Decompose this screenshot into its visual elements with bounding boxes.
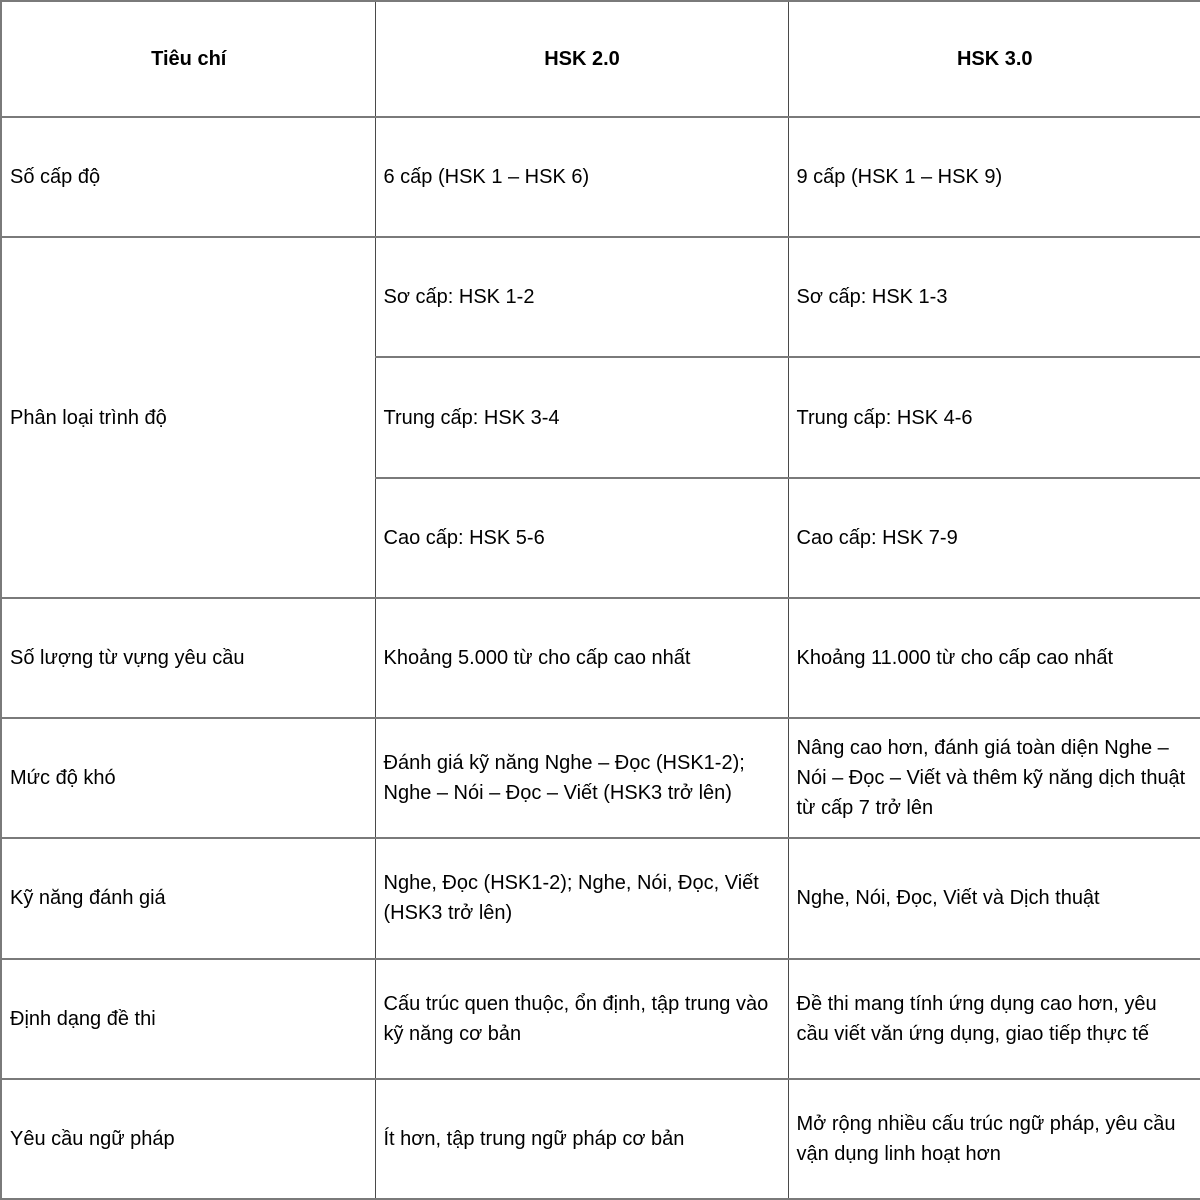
table-row-difficulty [1, 718, 1200, 838]
hsk3-cell: Sơ cấp: HSK 1-3 [788, 237, 1200, 357]
hsk2-cell: Đánh giá kỹ năng Nghe – Đọc (HSK1-2); Nghe – Nói – Đọc – Viết (HSK3 trở lên) [375, 718, 788, 838]
hsk2-cell: Nghe, Đọc (HSK1-2); Nghe, Nói, Đọc, Viết (HSK3 trở lên) [375, 838, 788, 958]
table-row-classification [1, 237, 1200, 357]
table-row-grammar [1, 1079, 1200, 1199]
hsk2-cell: Khoảng 5.000 từ cho cấp cao nhất [375, 598, 788, 718]
hsk3-cell: Nâng cao hơn, đánh giá toàn diện Nghe – Nói – Đọc – Viết và thêm kỹ năng dịch thuật từ cấp 7 trở lên [788, 718, 1200, 838]
criterion-cell: Phân loại trình độ [1, 237, 375, 598]
table-row-format [1, 959, 1200, 1079]
criterion-cell: Kỹ năng đánh giá [1, 838, 375, 958]
hsk2-cell: Ít hơn, tập trung ngữ pháp cơ bản [375, 1079, 788, 1199]
hsk3-cell: Mở rộng nhiều cấu trúc ngữ pháp, yêu cầu vận dụng linh hoạt hơn [788, 1079, 1200, 1199]
criterion-cell: Yêu cầu ngữ pháp [1, 1079, 375, 1199]
header-hsk3: HSK 3.0 [788, 1, 1200, 117]
header-criterion: Tiêu chí [1, 1, 375, 117]
hsk2-cell: Trung cấp: HSK 3-4 [375, 357, 788, 477]
hsk3-cell: Khoảng 11.000 từ cho cấp cao nhất [788, 598, 1200, 718]
table-row-levels [1, 117, 1200, 237]
hsk2-cell: Cấu trúc quen thuộc, ổn định, tập trung vào kỹ năng cơ bản [375, 959, 788, 1079]
hsk2-cell: 6 cấp (HSK 1 – HSK 6) [375, 117, 788, 237]
hsk3-cell: Cao cấp: HSK 7-9 [788, 478, 1200, 598]
hsk3-cell: Nghe, Nói, Đọc, Viết và Dịch thuật [788, 838, 1200, 958]
criterion-cell: Mức độ khó [1, 718, 375, 838]
criterion-cell: Số cấp độ [1, 117, 375, 237]
table-row-vocabulary [1, 598, 1200, 718]
table-row-skills [1, 838, 1200, 958]
hsk2-cell: Sơ cấp: HSK 1-2 [375, 237, 788, 357]
criterion-cell: Số lượng từ vựng yêu cầu [1, 598, 375, 718]
header-hsk2: HSK 2.0 [375, 1, 788, 117]
hsk3-cell: 9 cấp (HSK 1 – HSK 9) [788, 117, 1200, 237]
criterion-cell: Định dạng đề thi [1, 959, 375, 1079]
hsk3-cell: Trung cấp: HSK 4-6 [788, 357, 1200, 477]
hsk3-cell: Đề thi mang tính ứng dụng cao hơn, yêu cầu viết văn ứng dụng, giao tiếp thực tế [788, 959, 1200, 1079]
header-row [1, 1, 1200, 117]
hsk2-cell: Cao cấp: HSK 5-6 [375, 478, 788, 598]
